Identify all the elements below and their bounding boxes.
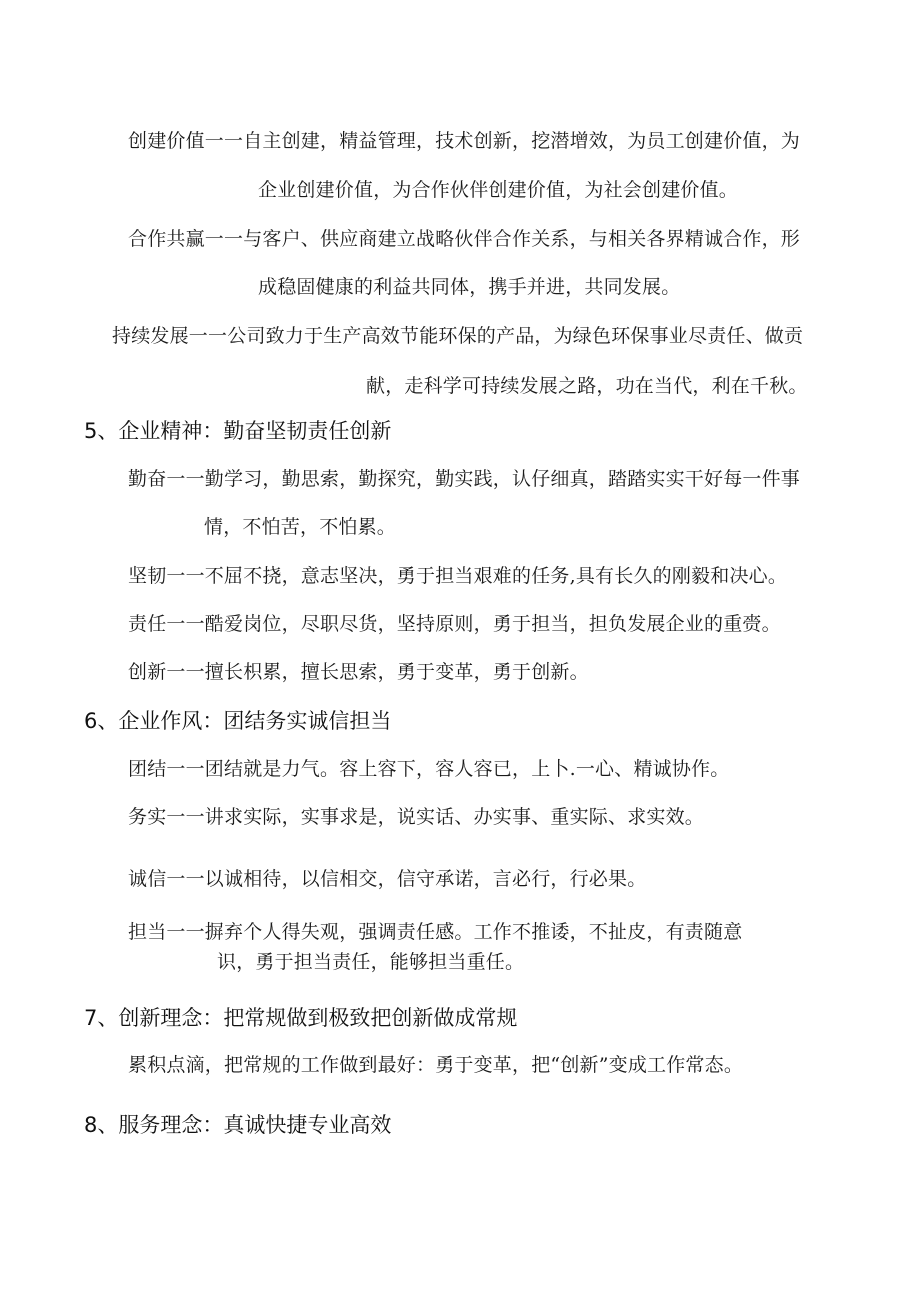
win-win-line-2: 成稳固健康的利益共同体，携手并进，共同发展。 xyxy=(258,276,681,298)
section-8-heading: 8、服务理念：真诚快捷专业高效 xyxy=(84,1113,392,1137)
accountability-line-1: 担当一一摒弃个人得失观，强调责任感。工作不推诿，不扯皮，有责随意 xyxy=(128,921,743,943)
section-6-heading: 6、企业作风：团结务实诚信担当 xyxy=(84,709,392,733)
value-creation-line-2: 企业创建价值，为合作伙伴创建价值，为社会创建价值。 xyxy=(258,179,739,201)
pragmatism-line: 务实一一讲求实际，实事求是，说实话、办实事、重实际、求实效。 xyxy=(128,806,705,828)
tenacity-line: 坚韧一一不屈不挠，意志坚决，勇于担当艰难的任务,具有长久的刚毅和决心。 xyxy=(128,565,788,587)
responsibility-line: 责任一一酷爱岗位，尽职尽货，坚持原则，勇于担当，担负发展企业的重赍。 xyxy=(128,613,781,635)
value-creation-line-1: 创建价值一一自主创建，精益管理，技术创新，挖潜增效，为员工创建价值，为 xyxy=(128,130,801,152)
innovation-concept-line: 累积点滴，把常规的工作做到最好：勇于变革，把“创新”变成工作常态。 xyxy=(128,1054,744,1076)
sustainable-line-2: 献，走科学可持续发展之路，功在当代，利在千秋。 xyxy=(366,375,808,397)
integrity-line: 诚信一一以诚相待，以信相交，信守承诺，言必行，行必果。 xyxy=(128,868,647,890)
diligence-line-1: 勤奋一一勤学习，勤思索，勤探究，勤实践，认仔细真，踏踏实实干好每一件事 xyxy=(128,468,801,490)
accountability-line-2: 识，勇于担当责任，能够担当重任。 xyxy=(217,951,525,973)
diligence-line-2: 情，不怕苦，不怕累。 xyxy=(204,516,397,538)
win-win-line-1: 合作共赢一一与客户、供应商建立战略伙伴合作关系，与相关各界精诚合作，形 xyxy=(128,228,801,250)
innovation-line: 创新一一擅长枳累，擅长思索，勇于变革，勇于创新。 xyxy=(128,661,589,683)
unity-line: 团结一一团结就是力气。容上容下，容人容已，上卜.一心、精诚协作。 xyxy=(128,758,730,780)
sustainable-line-1: 持续发展一一公司致力于生产高效节能环保的产品，为绿色环保事业尽责任、做贡 xyxy=(112,325,804,347)
section-7-heading: 7、创新理念：把常规做到极致把创新做成常规 xyxy=(84,1006,518,1030)
section-5-heading: 5、企业精神：勤奋坚韧责任创新 xyxy=(84,419,392,443)
